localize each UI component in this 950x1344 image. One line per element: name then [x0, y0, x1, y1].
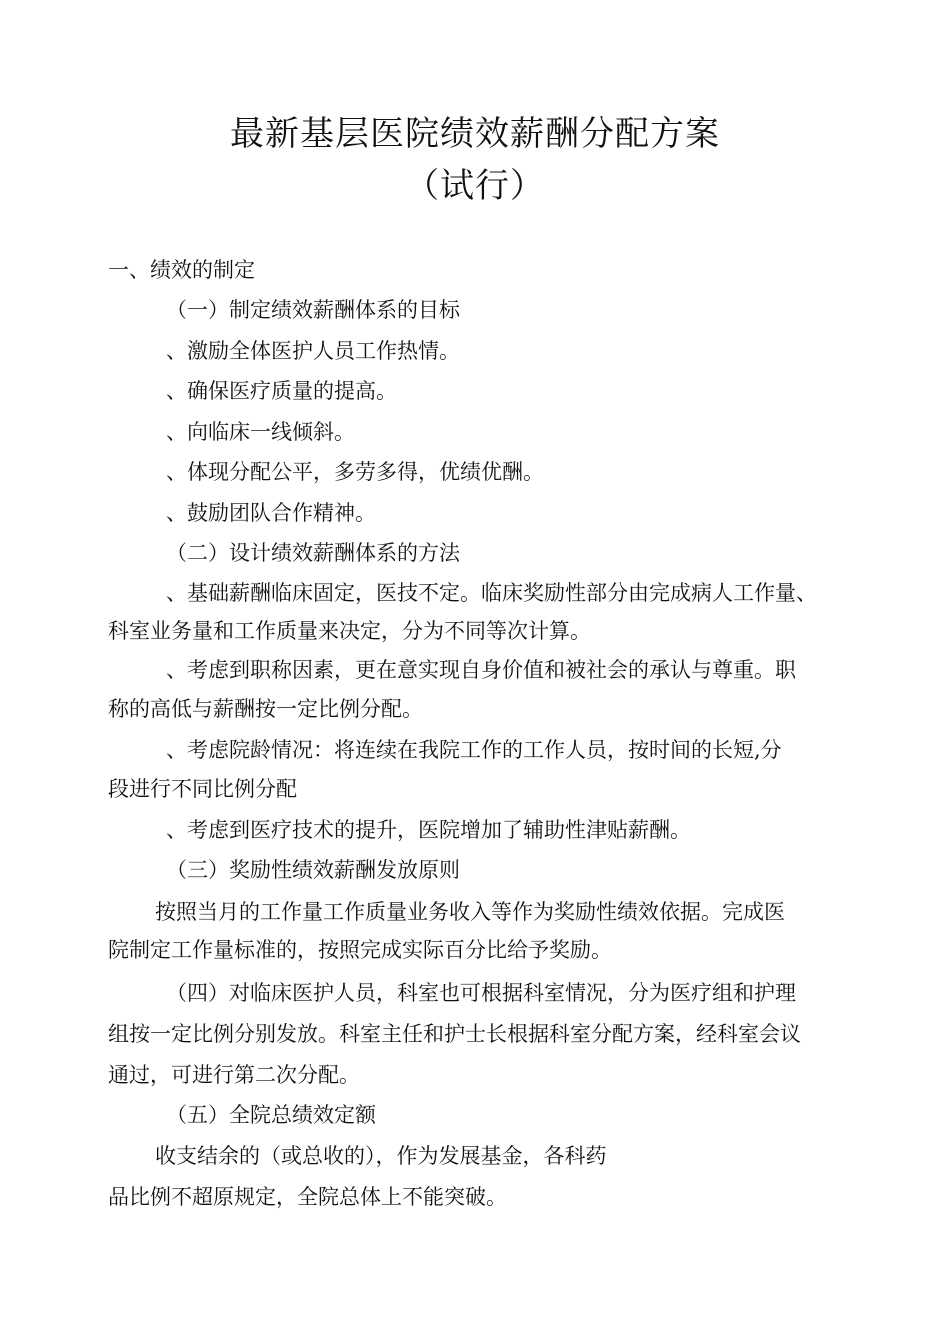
subsection-heading: （五）全院总绩效定额	[166, 1103, 376, 1127]
paragraph-line: 、基础薪酬临床固定，医技不定。临床奖励性部分由完成病人工作量、	[166, 581, 817, 605]
paragraph-line: 品比例不超原规定，全院总体上不能突破。	[108, 1185, 507, 1209]
paragraph-line: 、考虑到医疗技术的提升，医院增加了辅助性津贴薪酬。	[166, 818, 691, 842]
subsection-heading: （二）设计绩效薪酬体系的方法	[166, 541, 460, 565]
paragraph-line: 组按一定比例分别发放。科室主任和护士长根据科室分配方案，经科室会议	[108, 1022, 801, 1046]
paragraph-line: 、确保医疗质量的提高。	[166, 379, 397, 403]
paragraph-line: 称的高低与薪酬按一定比例分配。	[108, 697, 423, 721]
paragraph-line: 、考虑院龄情况：将连续在我院工作的工作人员，按时间的长短,分	[166, 738, 782, 762]
paragraph-line: 收支结余的（或总收的），作为发展基金，各科药	[155, 1144, 607, 1168]
paragraph-line: 、体现分配公平，多劳多得，优绩优酬。	[166, 460, 544, 484]
document-subtitle: （试行）	[405, 166, 545, 206]
paragraph-line: 、激励全体医护人员工作热情。	[166, 339, 460, 363]
paragraph-line: 、鼓励团队合作精神。	[166, 501, 376, 525]
paragraph-line: 段进行不同比例分配	[108, 777, 297, 801]
paragraph-line: 、向临床一线倾斜。	[166, 420, 355, 444]
paragraph-line: 院制定工作量标准的，按照完成实际百分比给予奖励。	[108, 938, 612, 962]
paragraph-line: 科室业务量和工作质量来决定，分为不同等次计算。	[108, 619, 591, 643]
section-heading: 一、绩效的制定	[108, 258, 255, 282]
paragraph-line: （四）对临床医护人员，科室也可根据科室情况，分为医疗组和护理	[166, 981, 796, 1005]
subsection-heading: （一）制定绩效薪酬体系的目标	[166, 298, 460, 322]
paragraph-line: 、考虑到职称因素，更在意实现自身价值和被社会的承认与尊重。职	[166, 658, 796, 682]
paragraph-line: 按照当月的工作量工作质量业务收入等作为奖励性绩效依据。完成医	[155, 900, 785, 924]
subsection-heading: （三）奖励性绩效薪酬发放原则	[166, 858, 460, 882]
document-title: 最新基层医院绩效薪酬分配方案	[230, 114, 720, 154]
paragraph-line: 通过，可进行第二次分配。	[108, 1063, 360, 1087]
